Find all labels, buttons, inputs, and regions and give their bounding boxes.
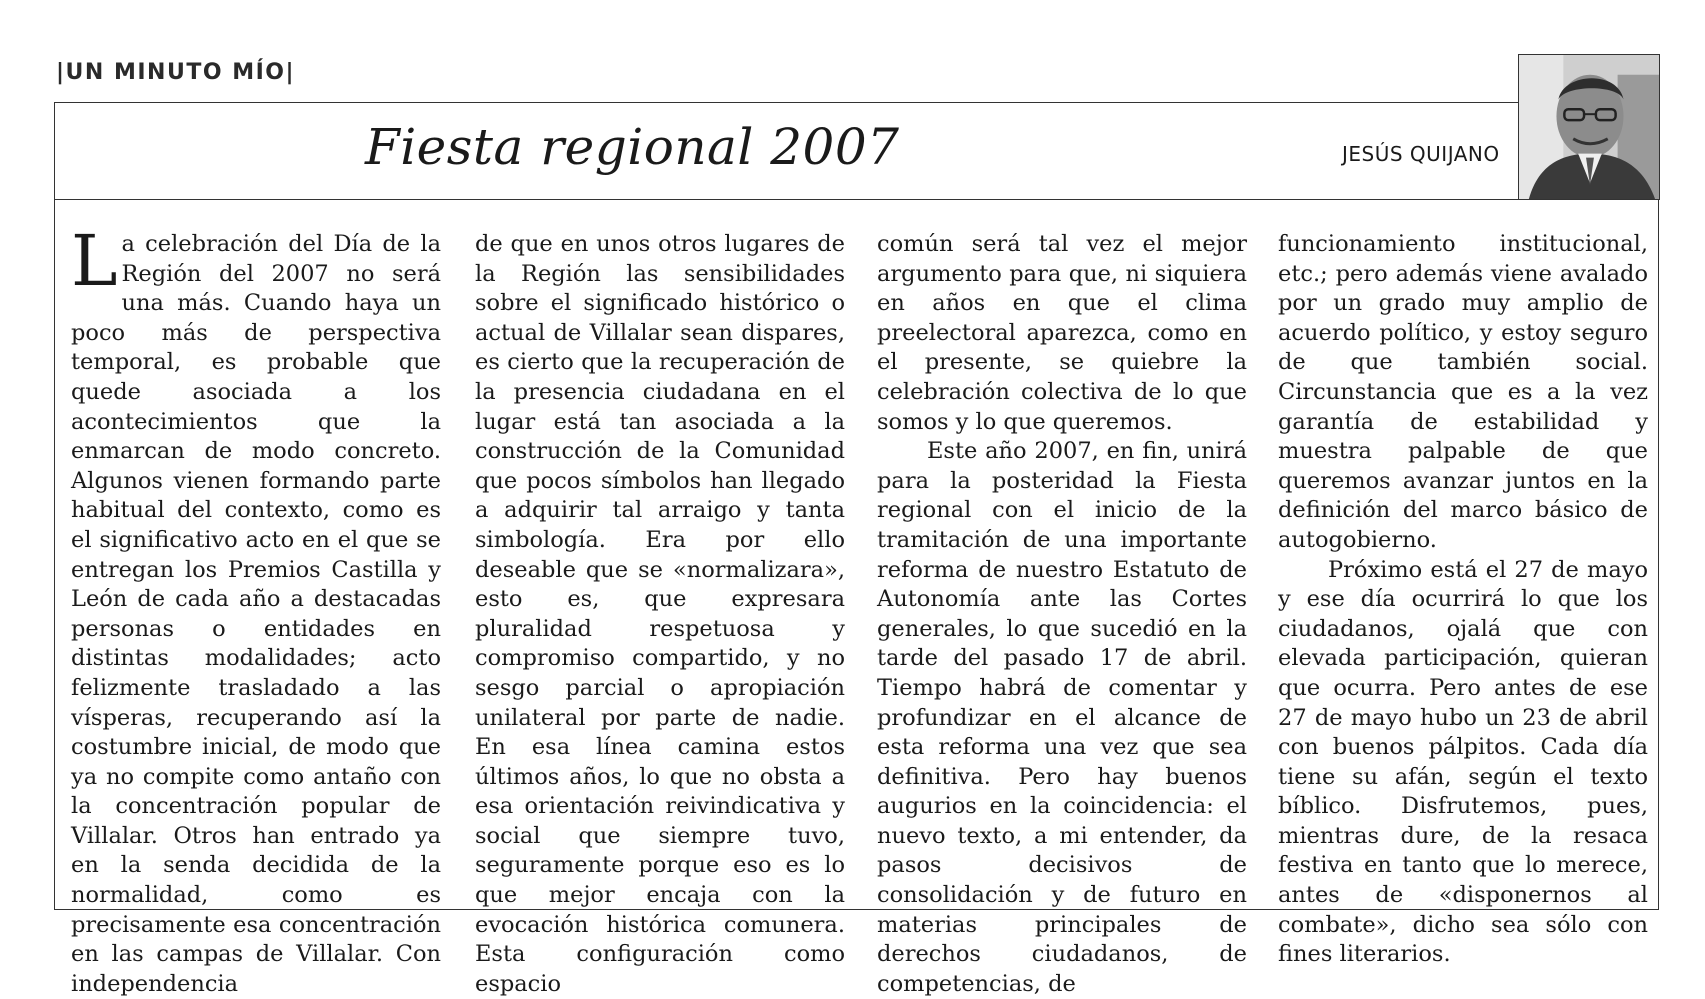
author-portrait-icon [1518,54,1660,200]
drop-cap: L [71,220,118,302]
section-label: |UN MINUTO MÍO| [56,60,296,85]
paragraph: a celebración del Día de la Región del 2007 no será una más. Cuando haya un poco más de perspectiva temporal, es probable que quede asociada a los acontecimientos que la enmarcan de modo concreto. Algunos vienen formando parte habitual del contexto, como es el significativo acto en el que se entregan los Premios Castilla y León de cada año a destacadas personas o entidades en distintas modalidades; acto felizmente trasladado a las vísperas, recuperando así la costumbre inicial, de modo que ya no compite como antaño con la concentración popular de Villalar. Otros han entrado ya en la senda decidida de la normalidad, como es precisamente esa concentración en las campas de Villalar. Con independencia [71,231,441,997]
paragraph: común será tal vez el mejor argumento para que, ni siquiera en años en que el clima preelectoral aparezca, como en el presente, se quiebre la celebración colectiva de lo que somos y lo que queremos. [877,231,1247,435]
article-title: Fiesta regional 2007 [365,118,900,176]
paragraph: de que en unos otros lugares de la Región las sensibilidades sobre el significado histórico o actual de Villalar sean dispares, es cierto que la recuperación de la presencia ciudadana en el lugar está tan asociada a la construcción de la Comunidad que pocos símbolos han llegado a adquirir tal arraigo y tanta simbología. Era por ello deseable que se «normalizara», esto es, que expresara pluralidad respetuosa y compromiso compartido, y no sesgo parcial o apropiación unilateral por parte de nadie. En esa línea camina estos últimos años, lo que no obsta a esa orientación reivindicativa y social que siempre tuvo, seguramente porque eso es lo que mejor encaja con la evocación histórica comunera. Esta configuración como espacio [475,231,845,997]
article-column-1 [71,220,441,999]
article-column-3 [877,230,1247,999]
article-column-2 [475,230,845,999]
paragraph: Este año 2007, en fin, unirá para la posteridad la Fiesta regional con el inicio de la tramitación de una importante reforma de nuestro Estatuto de Autonomía ante las Cortes generales, lo que sucedió en la tarde del pasado 17 de abril. Tiempo habrá de comentar y profundizar en el alcance de esta reforma una vez que sea definitiva. Pero hay buenos augurios en la coincidencia: el nuevo texto, a mi entender, da pasos decisivos de consolidación y de futuro en materias principales de derechos ciudadanos, de competencias, de [877,438,1247,997]
paragraph: funcionamiento institucional, etc.; pero además viene avalado por un grado muy amplio de acuerdo político, y estoy seguro de que también social. Circunstancia que es a la vez garantía de estabilidad y muestra palpable de que queremos avanzar juntos en la definición del marco básico de autogobierno. [1278,231,1648,553]
author-name: JESÚS QUIJANO [1342,142,1500,166]
paragraph: Próximo está el 27 de mayo y ese día ocurrirá lo que los ciudadanos, ojalá que con elevada participación, quieran que ocurra. Pero antes de ese 27 de mayo hubo un 23 de abril con buenos pálpitos. Cada día tiene su afán, según el texto bíblico. Disfrutemos, pues, mientras dure, de la resaca festiva en tanto que lo merece, antes de «disponernos al combate», dicho sea sólo con fines literarios. [1278,556,1648,968]
article-column-4 [1278,230,1648,970]
